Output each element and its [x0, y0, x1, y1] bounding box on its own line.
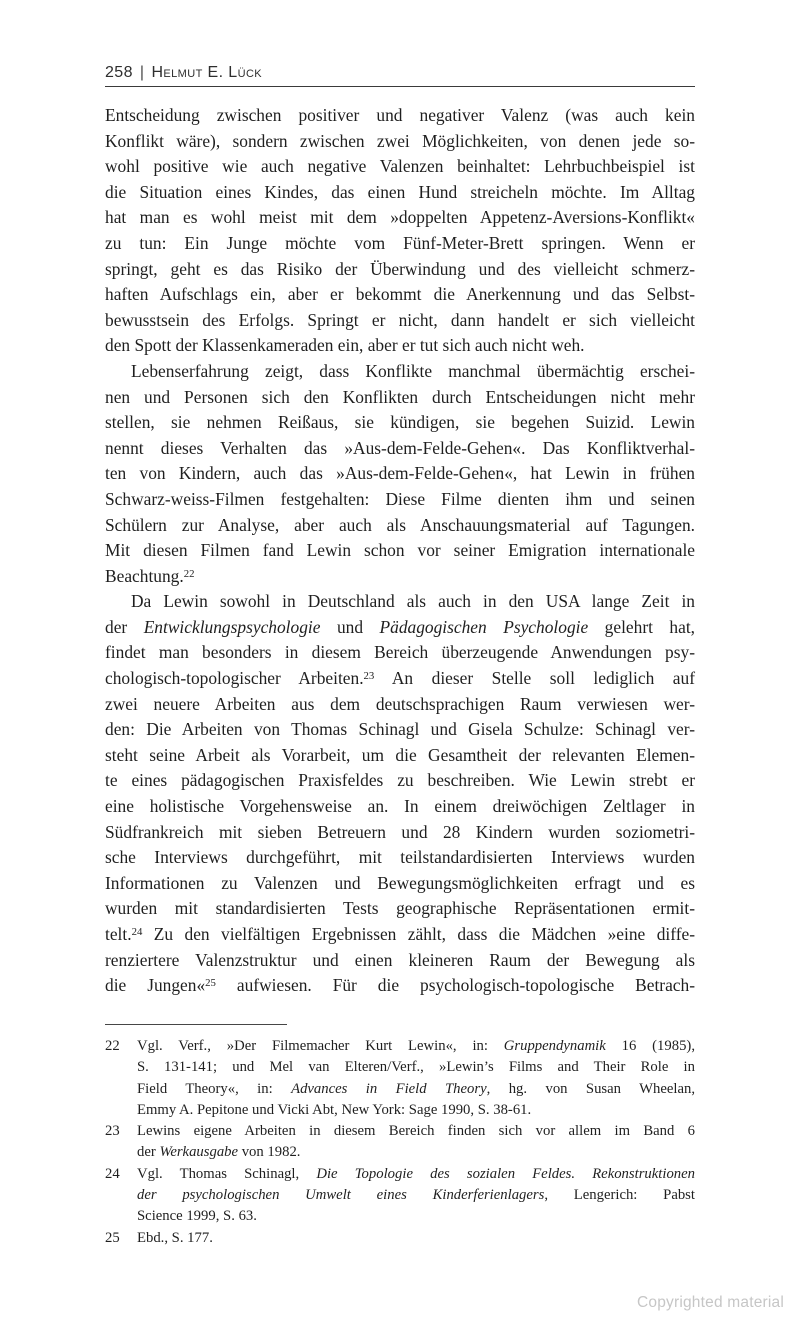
text-segment: den Spott der Klassenkameraden ein, aber er tut sich auch nicht weh.	[105, 335, 585, 356]
text-line	[105, 948, 695, 974]
text-line	[105, 436, 695, 462]
footnotes	[105, 1036, 695, 1249]
text-line	[105, 871, 695, 897]
text-segment: springt, geht es das Risiko der Überwindung und des vielleicht schmerz-	[105, 258, 695, 279]
text-segment: , hg. von Susan Wheelan,	[486, 1080, 695, 1097]
footnote-ref: 22	[183, 567, 195, 580]
text-line	[105, 640, 695, 666]
text-segment: der	[105, 616, 144, 637]
text-segment: aufwiesen. Für die psychologisch-topologische Betrach-	[215, 975, 695, 996]
footnote-number: 23	[105, 1123, 120, 1140]
italic-text: Gruppendynamik	[503, 1038, 606, 1054]
text-segment: steht seine Arbeit als Vorarbeit, um die Gesamtheit der relevanten Elemen-	[105, 744, 695, 765]
text-line	[105, 564, 695, 590]
footnote-ref: 23	[363, 670, 375, 683]
text-segment: Vgl. Verf., »Der Filmemacher Kurt Lewin«, in:	[137, 1038, 504, 1054]
text-line	[137, 1142, 695, 1163]
text-line	[137, 1228, 695, 1249]
footnote	[105, 1036, 695, 1121]
text-line	[105, 103, 695, 129]
text-line	[105, 205, 695, 231]
text-segment: Beachtung.	[105, 565, 184, 586]
text-line	[105, 845, 695, 871]
text-line	[137, 1100, 695, 1121]
text-segment: eine holistische Vorgehensweise an. In einem dreiwöchigen Zeltlager in	[105, 796, 695, 817]
footnote-number: 24	[105, 1165, 120, 1182]
text-segment: , Lengerich: Pabst	[544, 1187, 695, 1204]
text-segment: stellen, sie nehmen Reißaus, sie kündigen, sie begehen Suizid. Lewin	[105, 412, 695, 433]
text-segment: S. 131-141; und Mel van Elteren/Verf., »Lewin’s Films and Their Role in	[137, 1059, 695, 1076]
paragraph	[105, 359, 695, 589]
footnote-ref: 25	[205, 977, 216, 990]
text-segment: Südfrankreich mit sieben Betreuern und 28 Kindern wurden soziometri-	[105, 821, 695, 842]
text-line	[105, 794, 695, 820]
footnote-text	[137, 1164, 695, 1228]
text-segment: der	[137, 1144, 160, 1161]
footnote-number: 25	[105, 1229, 120, 1246]
text-line	[105, 513, 695, 539]
text-line	[105, 589, 695, 615]
text-segment: haften Aufschlags ein, aber er bekommt die Anerkennung und das Selbst-	[105, 284, 695, 305]
text-segment: Emmy A. Pepitone und Vicki Abt, New York: Sage 1990, S. 38-61.	[137, 1101, 532, 1118]
text-line	[105, 257, 695, 283]
text-line	[105, 743, 695, 769]
text-line	[105, 922, 695, 948]
text-segment: Konflikt wäre), sondern zwischen zwei Möglichkeiten, von denen jede so-	[105, 130, 695, 151]
copyright-watermark: Copyrighted material	[636, 1294, 784, 1311]
text-segment: nennt dieses Verhalten das »Aus-dem-Felde-Gehen«. Das Konfliktverhal-	[105, 437, 695, 458]
text-segment: nen und Personen sich den Konflikten durch Entscheidungen nicht mehr	[105, 386, 695, 407]
text-segment: von 1982.	[238, 1144, 301, 1161]
text-segment: Entscheidung zwischen positiver und negativer Valenz (was auch kein	[105, 105, 695, 125]
text-line	[105, 461, 695, 487]
footnote-text	[137, 1228, 695, 1249]
header-divider: |	[139, 64, 145, 81]
italic-text: Werkausgabe	[159, 1144, 239, 1161]
text-segment: Lewins eigene Arbeiten in diesem Bereich finden sich vor allem im Band 6	[137, 1123, 695, 1140]
text-segment: Schwarz-weiss-Filmen festgehalten: Diese Filme dienten ihm und seinen	[105, 488, 695, 509]
text-segment: Informationen zu Valenzen und Bewegungsmöglichkeiten erfragt und es	[105, 872, 695, 893]
text-line	[137, 1164, 695, 1185]
text-line	[105, 308, 695, 334]
text-line	[105, 717, 695, 743]
footnote-number: 22	[105, 1038, 120, 1054]
text-line	[105, 385, 695, 411]
header-rule	[105, 86, 695, 87]
paragraph	[105, 589, 695, 999]
author-name: Helmut E. Lück	[151, 64, 263, 81]
text-segment: den: Die Arbeiten von Thomas Schinagl und Gisela Schulze: Schinagl ver-	[105, 719, 695, 740]
text-segment: An dieser Stelle soll lediglich auf	[374, 668, 695, 689]
text-segment: hat man es wohl meist mit dem »doppelten Appetenz-Aversions-Konflikt«	[105, 207, 695, 228]
text-line	[105, 666, 695, 692]
text-segment: Ebd., S. 177.	[137, 1229, 213, 1246]
text-segment: zwei neuere Arbeiten aus dem deutschsprachigen Raum verwiesen wer-	[105, 693, 695, 714]
footnote	[105, 1164, 695, 1228]
text-segment: 16 (1985),	[605, 1038, 695, 1054]
text-segment: Science 1999, S. 63.	[137, 1208, 257, 1225]
text-segment: und	[320, 616, 380, 637]
text-segment: die Situation eines Kindes, das einen Hund streicheln möchte. Im Alltag	[105, 181, 695, 202]
italic-text: Pädagogischen Psychologie	[379, 616, 589, 637]
text-line	[105, 359, 695, 385]
text-line	[105, 487, 695, 513]
text-segment: Da Lewin sowohl in Deutschland als auch in den USA lange Zeit in	[131, 591, 695, 612]
text-segment: ten von Kindern, auch das »Aus-dem-Felde-Gehen«, hat Lewin in frühen	[105, 463, 695, 484]
text-segment: sche Interviews durchgeführt, mit teilstandardisierten Interviews wurden	[105, 847, 695, 868]
page-number: 258	[105, 64, 133, 81]
text-segment: Vgl. Thomas Schinagl,	[137, 1165, 317, 1182]
text-line	[105, 768, 695, 794]
text-segment: Lebenserfahrung zeigt, dass Konflikte manchmal übermächtig erschei-	[131, 360, 695, 381]
text-line	[137, 1036, 695, 1057]
italic-text: Advances in Field Theory	[291, 1080, 487, 1097]
text-line	[137, 1185, 695, 1206]
page-header	[105, 62, 695, 84]
text-line	[105, 282, 695, 308]
text-line	[105, 615, 695, 641]
text-segment: Mit diesen Filmen fand Lewin schon vor seiner Emigration internationale	[105, 540, 695, 561]
italic-text: Entwicklungspsychologie	[143, 616, 321, 637]
text-segment: zu tun: Ein Junge möchte vom Fünf-Meter-Brett springen. Wenn er	[105, 232, 695, 253]
text-segment: bewusstsein des Erfolgs. Springt er nicht, dann handelt er sich vielleicht	[105, 309, 695, 330]
text-line	[105, 692, 695, 718]
footnote-text	[137, 1121, 695, 1164]
italic-text: Die Topologie des sozialen Feldes. Rekonstruktionen	[316, 1165, 695, 1182]
body-text	[105, 103, 695, 999]
text-line	[105, 896, 695, 922]
text-segment: wohl positive wie auch negative Valenzen beinhaltet: Lehrbuchbeispiel ist	[105, 156, 695, 177]
footnote-ref: 24	[131, 926, 143, 939]
text-line	[105, 333, 695, 359]
text-line	[137, 1121, 695, 1142]
text-segment: Schülern zur Analyse, aber auch als Anschauungsmaterial auf Tagungen.	[105, 514, 695, 535]
text-line	[137, 1079, 695, 1100]
text-segment: telt.	[105, 924, 132, 944]
text-segment: findet man besonders in diesem Bereich überzeugende Anwendungen psy-	[105, 642, 695, 663]
text-line	[137, 1057, 695, 1078]
footnote	[105, 1121, 695, 1164]
footnote	[105, 1228, 695, 1249]
footnote-separator	[105, 1024, 287, 1025]
text-line	[105, 129, 695, 155]
text-segment: gelehrt hat,	[588, 616, 696, 637]
text-segment: die Jungen«	[105, 975, 206, 996]
text-line	[105, 973, 695, 999]
text-line	[105, 180, 695, 206]
italic-text: der psychologischen Umwelt eines Kinderferienlagers	[137, 1187, 545, 1204]
text-line	[105, 410, 695, 436]
text-segment: Zu den vielfältigen Ergebnissen zählt, dass die Mädchen »eine diffe-	[142, 924, 695, 944]
footnote-text	[137, 1036, 695, 1121]
paragraph	[105, 103, 695, 359]
text-line	[105, 538, 695, 564]
text-line	[105, 154, 695, 180]
text-segment: chologisch-topologischer Arbeiten.	[105, 668, 364, 689]
text-line	[105, 231, 695, 257]
text-segment: te eines pädagogischen Praxisfeldes zu beschreiben. Wie Lewin strebt er	[105, 770, 695, 791]
text-line	[105, 820, 695, 846]
text-segment: renziertere Valenzstruktur und einen kleineren Raum der Bewegung als	[105, 949, 695, 970]
text-segment: wurden mit standardisierten Tests geographische Repräsentationen ermit-	[105, 898, 695, 919]
text-line	[137, 1206, 695, 1227]
text-segment: Field Theory«, in:	[137, 1080, 292, 1097]
